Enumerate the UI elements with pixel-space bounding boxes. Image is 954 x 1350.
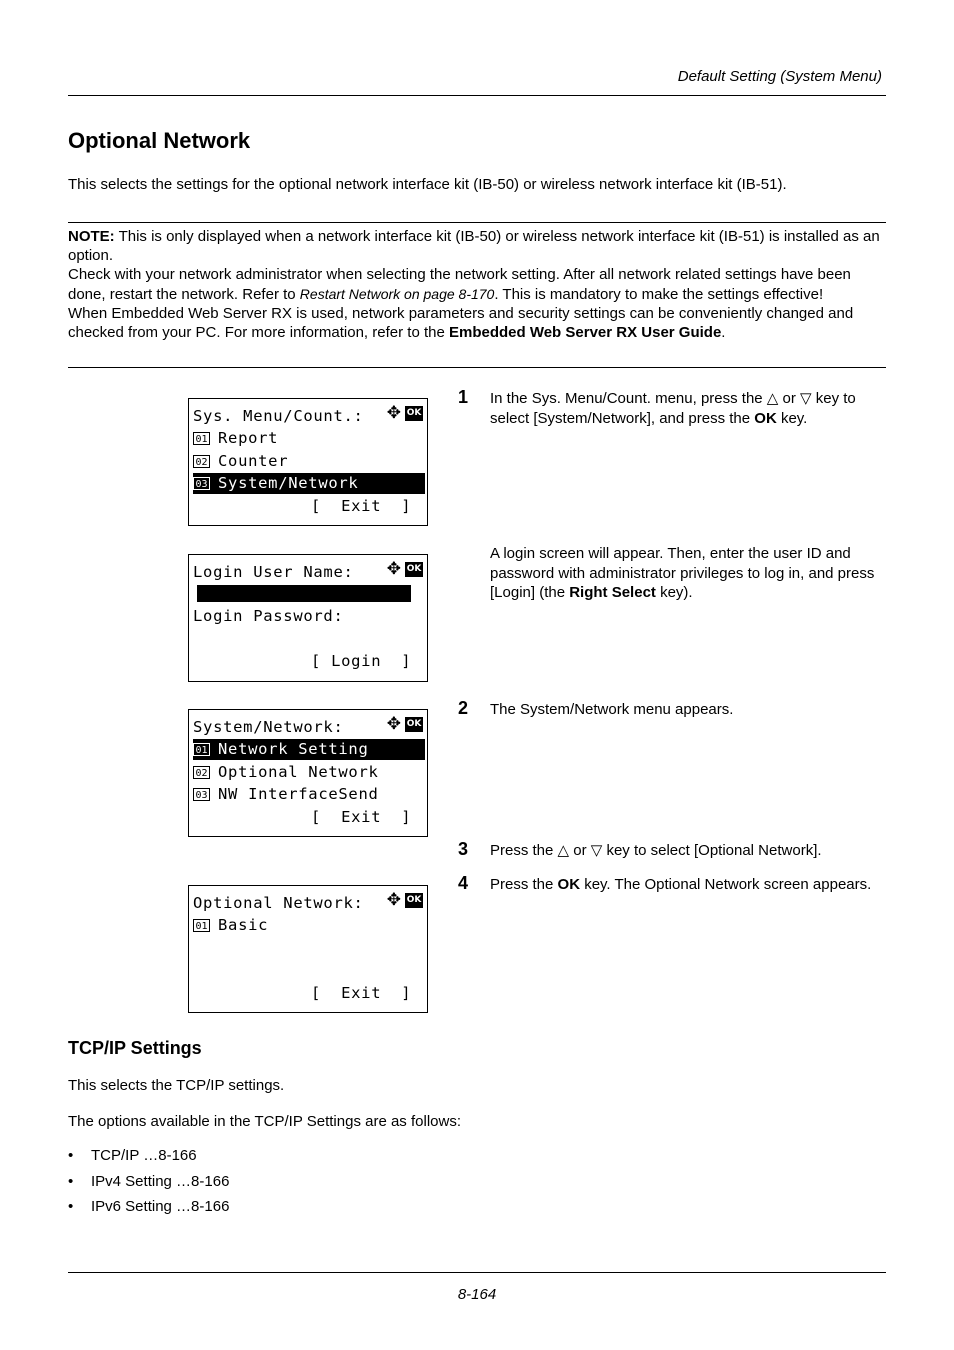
lcd-icons: [386, 559, 423, 579]
lcd-screen-login: [188, 554, 428, 682]
login-instruction-text: A login screen will appear. Then, enter the user ID and password with administrator privileges to log in, and press [Login] (the Right Select key).: [490, 545, 875, 601]
menu-item-report[interactable]: 01 Report: [193, 428, 425, 449]
softkey-exit[interactable]: [ Exit ]: [311, 984, 412, 1002]
note-bottom-rule: [68, 367, 886, 368]
guide-reference: Embedded Web Server RX User Guide: [448, 324, 722, 342]
bullet-icon: •: [68, 1198, 74, 1215]
ok-key-icon: OK: [405, 717, 423, 732]
bullet-icon: •: [68, 1173, 74, 1190]
step-2-text: The System/Network menu appears.: [490, 701, 734, 718]
item-number-badge: 01: [193, 743, 210, 756]
ok-key-icon: OK: [405, 562, 423, 577]
section-intro: This selects the settings for the optional network interface kit (IB-50) or wireless network interface kit (IB-51).: [68, 176, 787, 193]
item-number-badge: 03: [193, 477, 210, 490]
lcd-screen-system-network: [188, 709, 428, 837]
section-title: Optional Network: [68, 128, 251, 153]
cross-reference-link[interactable]: Restart Network on page 8-170: [299, 285, 495, 302]
list-item: • IPv6 Setting …8-166: [68, 1198, 230, 1215]
login-user-name-field[interactable]: [197, 585, 411, 602]
ok-key-icon: OK: [405, 893, 423, 908]
note-top-rule: [68, 222, 886, 223]
lcd-icons: [386, 890, 423, 910]
cross-key-icon: ✥: [386, 559, 401, 579]
menu-item-basic[interactable]: 01 Basic: [193, 915, 425, 936]
step-3-text: Press the △ or ▽ key to select [Optional Network].: [490, 842, 822, 859]
page-number: 8-164: [457, 1286, 497, 1303]
lcd-title: Login User Name:: [193, 563, 354, 581]
step-number-4: 4: [458, 873, 469, 893]
item-number-badge: 03: [193, 788, 210, 801]
menu-item-counter[interactable]: 02 Counter: [193, 451, 425, 472]
note-line-3: When Embedded Web Server RX is used, network parameters and security settings can be conveniently changed and checked from your PC. For more information, refer to the Embedded Web Server RX User Guide.: [68, 304, 854, 342]
lcd-screen-sys-menu: [188, 398, 428, 526]
list-item: • TCP/IP …8-166: [68, 1147, 197, 1164]
bullet-icon: •: [68, 1147, 74, 1164]
step-4-text: Press the OK key. The Optional Network screen appears.: [490, 876, 872, 893]
step-1-text: In the Sys. Menu/Count. menu, press the △ or ▽ key to select [System/Network], and press the OK key.: [490, 390, 856, 427]
lcd-icons: [386, 714, 423, 734]
subsection-title: TCP/IP Settings: [68, 1038, 202, 1058]
step-number-1: 1: [458, 387, 469, 407]
list-item: • IPv4 Setting …8-166: [68, 1173, 230, 1190]
running-header: Default Setting (System Menu): [677, 68, 882, 85]
note-line-2: Check with your network administrator when selecting the network setting. After all network related settings have been done, restart the network. Refer to Restart Network on page 8-170. This is mandatory to make the settings effective!: [68, 266, 851, 303]
step-number-3: 3: [458, 839, 469, 859]
tcpip-intro: This selects the TCP/IP settings.: [68, 1077, 285, 1094]
lcd-icons: [386, 403, 423, 423]
cross-key-icon: ✥: [386, 403, 401, 423]
header-rule: [68, 95, 886, 96]
item-number-badge: 01: [193, 432, 210, 445]
note-label: NOTE:: [68, 228, 115, 245]
softkey-exit[interactable]: [ Exit ]: [311, 497, 412, 515]
softkey-login[interactable]: [ Login ]: [311, 652, 412, 670]
tcpip-options-lead: The options available in the TCP/IP Settings are as follows:: [68, 1113, 461, 1130]
lcd-title: System/Network:: [193, 718, 344, 736]
softkey-exit[interactable]: [ Exit ]: [311, 808, 412, 826]
lcd-title: Sys. Menu/Count.:: [193, 407, 364, 425]
lcd-screen-optional-network: [188, 885, 428, 1013]
menu-item-nw-interfacesend[interactable]: 03 NW InterfaceSend: [193, 784, 425, 805]
note-box: [68, 227, 886, 342]
lcd-title: Optional Network:: [193, 894, 364, 912]
menu-item-system-network-selected[interactable]: 03 System/Network: [193, 473, 425, 494]
menu-item-network-setting-selected[interactable]: 01 Network Setting: [193, 739, 425, 760]
note-line-1: NOTE: This is only displayed when a network interface kit (IB-50) or wireless network interface kit (IB-51) is installed as an option.: [68, 228, 880, 265]
menu-item-optional-network[interactable]: 02 Optional Network: [193, 762, 425, 783]
cross-key-icon: ✥: [386, 890, 401, 910]
item-number-badge: 02: [193, 455, 210, 468]
login-password-label: Login Password:: [193, 607, 344, 625]
step-number-2: 2: [458, 698, 469, 718]
item-number-badge: 02: [193, 766, 210, 779]
footer-rule: [68, 1272, 886, 1273]
cross-key-icon: ✥: [386, 714, 401, 734]
item-number-badge: 01: [193, 919, 210, 932]
ok-key-icon: OK: [405, 406, 423, 421]
